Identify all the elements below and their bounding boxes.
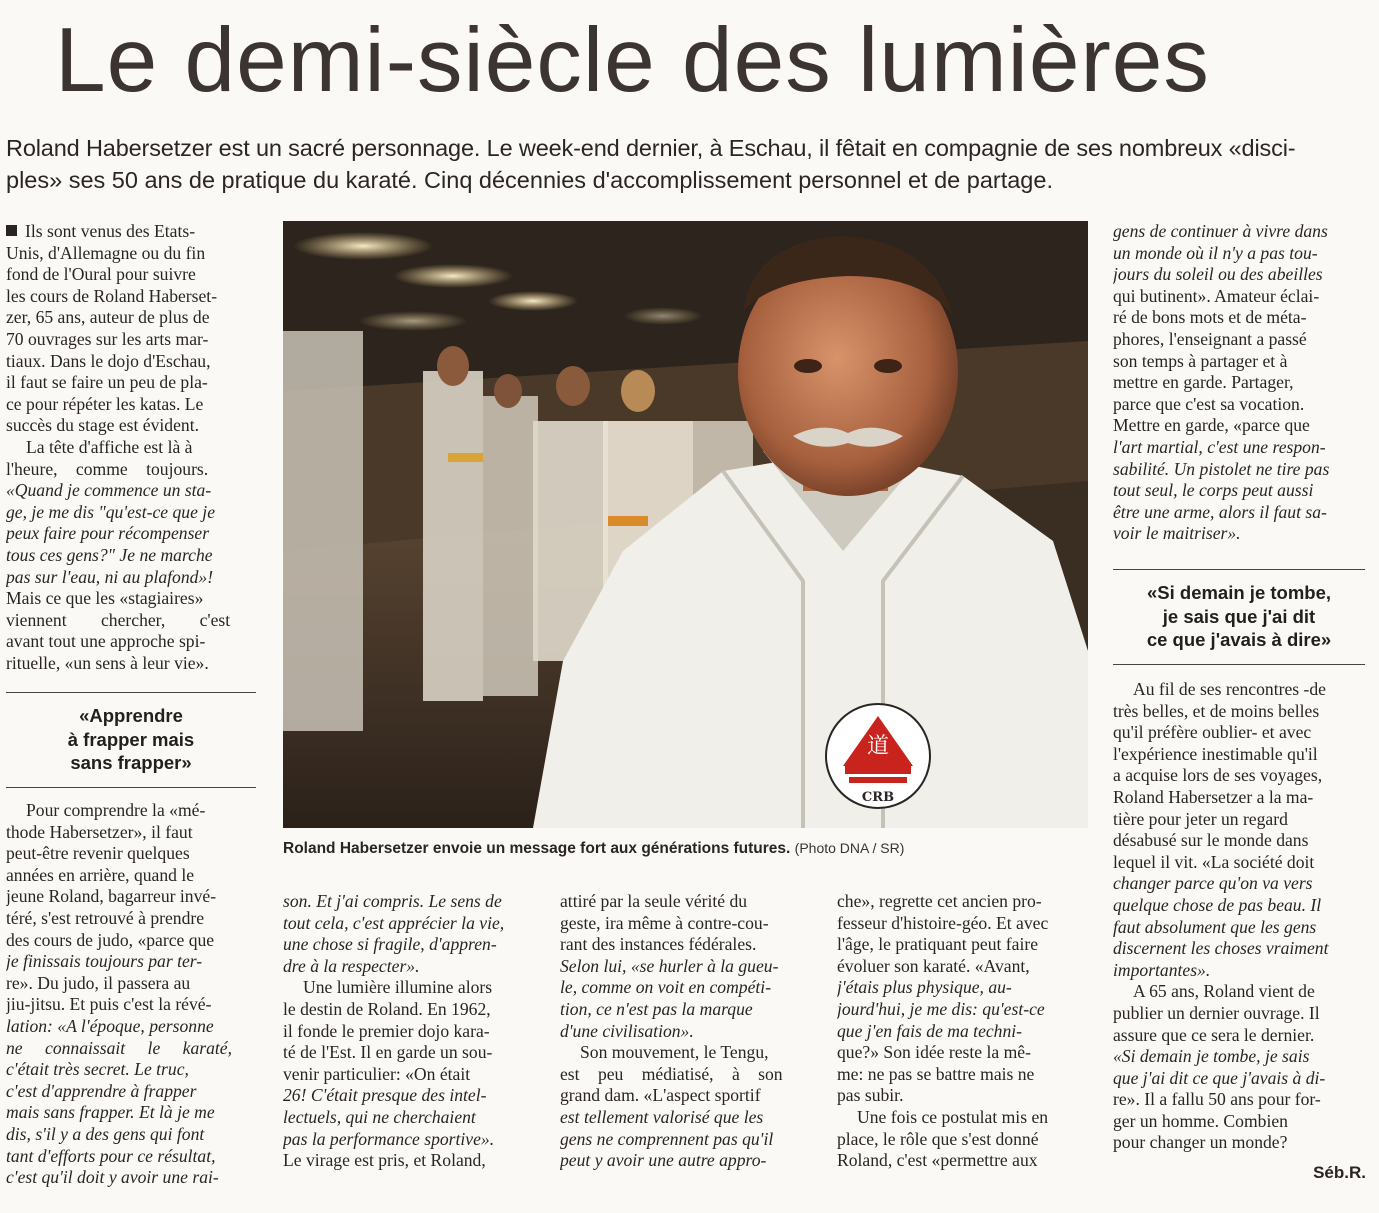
column-2 (283, 891, 533, 1172)
text-line: tant d'efforts pour ce résultat, (6, 1145, 216, 1166)
article-photo (283, 221, 1088, 828)
karate-master-photo (283, 221, 1088, 828)
text-line: tous ces gens?" Je ne marche (6, 544, 213, 565)
text-line: il faut se faire un peu de pla- (6, 372, 208, 393)
text-line: d'une civilisation». (560, 1020, 694, 1041)
text-line: est peu médiatisé, à son (560, 1063, 783, 1084)
text-line: très belles, et de moins belles (1113, 700, 1320, 721)
badge-kanji: 道 (866, 734, 890, 759)
text-line: l'expérience inestimable qu'il (1113, 743, 1318, 764)
photo-caption (283, 838, 1088, 859)
text-line: re». Il a fallu 50 ans pour for- (1113, 1089, 1321, 1110)
text-line: l'âge, le pratiquant peut faire (837, 934, 1039, 955)
text-line: 26! C'était presque des intel- (283, 1085, 487, 1106)
text-line: c'était très secret. Le truc, (6, 1059, 189, 1080)
text-line: j'étais plus physique, au- (837, 977, 1012, 998)
text-line: lation: «A l'époque, personne (6, 1015, 214, 1036)
text-line: il fonde le premier dojo kara- (283, 1020, 490, 1041)
text-line: tière pour jeter un regard (1113, 808, 1288, 829)
text-line: publier un dernier ouvrage. Il (1113, 1002, 1320, 1023)
text-line: peux faire pour récompenser (6, 523, 210, 544)
text-line: re». Du judo, il passera au (6, 972, 191, 993)
text-line: qui butinent». Amateur éclai- (1113, 285, 1320, 306)
text-line: «Quand je commence un sta- (6, 480, 212, 501)
text-line: ce pour répéter les katas. Le (6, 393, 204, 414)
text-line: mettre en garde. Partager, (1113, 372, 1294, 393)
text-line: discernent les choses vraiment (1113, 938, 1329, 959)
text-line: son. Et j'ai compris. Le sens de (283, 891, 502, 911)
text-line: attiré par la seule vérité du (560, 891, 748, 911)
text-line: une chose si fragile, d'appren- (283, 934, 497, 955)
text-line: est tellement valorisé que les (560, 1106, 764, 1127)
text-line: pas subir. (837, 1085, 904, 1106)
column-1-continued (6, 800, 256, 1189)
text-line: ge, je me dis "qu'est-ce que je (6, 501, 216, 522)
text-line: zer, 65 ans, auteur de plus de (6, 307, 210, 328)
text-line: Mettre en garde, «parce que (1113, 415, 1310, 436)
column-5 (1113, 221, 1365, 545)
text-line: che», regrette cet ancien pro- (837, 891, 1042, 911)
badge-text: CRB (861, 790, 895, 805)
text-line: lectuels, qui ne cherchaient (283, 1106, 476, 1127)
text-line: «Si demain je tombe, je sais (1113, 1046, 1310, 1067)
column-3 (560, 891, 810, 1172)
text-line: gens ne comprennent pas qu'il (560, 1128, 774, 1149)
text-line: venir particulier: «On était (283, 1063, 471, 1084)
text-line: Roland, c'est «permettre aux (837, 1150, 1038, 1171)
text-line: dre à la respecter». (283, 955, 420, 976)
text-line: geste, ira même à contre-cou- (560, 912, 769, 933)
column-4 (837, 891, 1087, 1172)
text-line: té de l'Est. Il en garde un sou- (283, 1042, 493, 1063)
text-line: des cours de judo, «parce que (6, 929, 215, 950)
text-line: a acquise lors de ses voyages, (1113, 765, 1323, 786)
text-line: téré, s'est retrouvé à prendre (6, 907, 205, 928)
text-line: ger un homme. Combien (1113, 1110, 1288, 1131)
bullet-marker (6, 225, 17, 236)
text-line: évoluer son karaté. «Avant, (837, 955, 1030, 976)
text-line: jours du soleil ou des abeilles (1113, 264, 1323, 285)
text-line: fond de l'Oural pour suivre (6, 264, 196, 285)
text-line: Une lumière illumine alors (303, 977, 493, 998)
text-line: tion, ce n'est pas la marque (560, 998, 753, 1019)
text-line: mais sans frapper. Et là je me (6, 1102, 215, 1123)
text-line: sabilité. Un pistolet ne tire pas (1113, 458, 1330, 479)
lead-paragraph (6, 132, 1366, 196)
text-line: son temps à partager et à (1113, 350, 1288, 371)
text-line: Unis, d'Allemagne ou du fin (6, 242, 206, 263)
text-line: Selon lui, «se hurler à la gueu- (560, 955, 779, 976)
text-line: peut-être revenir quelques (6, 843, 190, 864)
text-line: Une fois ce postulat mis en (857, 1106, 1049, 1127)
text-line: thode Habersetzer», il faut (6, 821, 193, 842)
text-line: désabusé sur le monde dans (1113, 830, 1309, 851)
headline: Le demi-siècle des lumières (55, 10, 1210, 111)
text-line: jourd'hui, je me dis: qu'est-ce (837, 998, 1045, 1019)
text-line: succès du stage est évident. (6, 415, 199, 436)
text-line: l'art martial, c'est une respon- (1113, 436, 1326, 457)
column-5-continued (1113, 679, 1365, 1154)
photo-credit: (Photo DNA / SR) (794, 840, 905, 856)
text-line: lequel il vit. «La société doit (1113, 851, 1315, 872)
text-line: qu'il préfère oublier- et avec (1113, 722, 1312, 743)
text-line: changer parce qu'on va vers (1113, 873, 1313, 894)
pull-quote-2 (1113, 569, 1365, 665)
pull-quote-1 (6, 692, 256, 788)
text-line: 70 ouvrages sur les arts mar- (6, 328, 209, 349)
text-line: que?» Son idée reste la mê- (837, 1042, 1031, 1063)
text-line: ré de bons mots et de méta- (1113, 307, 1307, 328)
column-1 (6, 221, 256, 674)
text-line: place, le rôle que s'est donné (837, 1128, 1039, 1149)
text-line: importantes». (1113, 959, 1211, 980)
text-line: me: ne pas se battre mais ne (837, 1063, 1035, 1084)
text-line: que j'ai dit ce que j'avais à di- (1113, 1067, 1326, 1088)
text-line: pas la performance sportive». (283, 1128, 495, 1149)
text-line: gens de continuer à vivre dans (1113, 221, 1328, 241)
text-line: Au fil de ses rencontres -de (1133, 679, 1326, 699)
text-line: pas sur l'eau, ni au plafond»! (6, 566, 214, 587)
text-line: Le virage est pris, et Roland, (283, 1150, 486, 1171)
text-line: dis, s'il y a des gens qui font (6, 1123, 205, 1144)
pull-quote-line: ce que j'avais à dire» (1146, 629, 1332, 650)
text-line: La tête d'affiche est là à (26, 436, 193, 457)
text-line: Ils sont venus des Etats- (25, 221, 196, 241)
text-line: être une arme, alors il faut sa- (1113, 501, 1327, 522)
text-line: c'est qu'il doit y avoir une rai- (6, 1167, 219, 1188)
text-line: phores, l'enseignant a passé (1113, 328, 1307, 349)
text-line: Son mouvement, le Tengu, (580, 1042, 769, 1063)
text-line: quelque chose de pas beau. Il (1113, 894, 1322, 915)
text-line: peut y avoir une autre appro- (560, 1150, 767, 1171)
caption-text: Roland Habersetzer envoie un message fort aux générations futures. (283, 840, 791, 857)
text-line: ne connaissait le karaté, (6, 1037, 232, 1058)
pull-quote-line: je sais que j'ai dit (1162, 605, 1316, 627)
lead-line: Roland Habersetzer est un sacré personnage. Le week-end dernier, à Eschau, il fêtait en compagnie de ses nombreux «disci- (6, 135, 1296, 161)
text-line: un monde où il n'y a pas tou- (1113, 242, 1318, 263)
pull-quote-line: sans frapper» (70, 752, 192, 773)
text-line: jiu-jitsu. Et puis c'est la révé- (6, 994, 212, 1015)
text-line: les cours de Roland Haberset- (6, 285, 218, 306)
pull-quote-line: «Si demain je tombe, (1146, 582, 1332, 603)
text-line: le destin de Roland. En 1962, (283, 998, 491, 1019)
text-line: l'heure, comme toujours. (6, 458, 209, 479)
text-line: assure que ce sera le dernier. (1113, 1024, 1315, 1045)
text-line: grand dam. «L'aspect sportif (560, 1085, 761, 1106)
text-line: le, comme on voit en compéti- (560, 977, 772, 998)
text-line: années en arrière, quand le (6, 864, 195, 885)
text-line: A 65 ans, Roland vient de (1133, 981, 1315, 1002)
text-line: viennent chercher, c'est (6, 609, 231, 630)
pull-quote-line: «Apprendre (79, 705, 183, 726)
text-line: c'est d'apprendre à frapper (6, 1080, 197, 1101)
text-line: voir le maitriser». (1113, 523, 1241, 544)
text-line: tout cela, c'est apprécier la vie, (283, 912, 505, 933)
text-line: tout seul, le corps peut aussi (1113, 480, 1314, 501)
text-line: parce que c'est sa vocation. (1113, 393, 1305, 414)
text-line: faut absolument que les gens (1113, 916, 1317, 937)
text-line: rituelle, «un sens à leur vie». (6, 652, 209, 673)
text-line: tiaux. Dans le dojo d'Eschau, (6, 350, 211, 371)
text-line: Pour comprendre la «mé- (26, 800, 206, 820)
author-signature: Séb.R. (1313, 1163, 1366, 1182)
text-line: pour changer un monde? (1113, 1132, 1288, 1153)
text-line: jeune Roland, bagarreur invé- (6, 886, 217, 907)
text-line: Roland Habersetzer a la ma- (1113, 786, 1314, 807)
lead-line: ples» ses 50 ans de pratique du karaté. Cinq décennies d'accomplissement personnel et de partage. (6, 167, 1053, 193)
text-line: que j'en fais de ma techni- (837, 1020, 1023, 1041)
text-line: Mais ce que les «stagiaires» (6, 588, 204, 609)
text-line: fesseur d'histoire-géo. Et avec (837, 912, 1049, 933)
text-line: je finissais toujours par ter- (6, 951, 203, 972)
pull-quote-line: à frapper mais (67, 728, 195, 750)
text-line: rant des instances fédérales. (560, 934, 757, 955)
text-line: avant tout une approche spi- (6, 631, 206, 652)
